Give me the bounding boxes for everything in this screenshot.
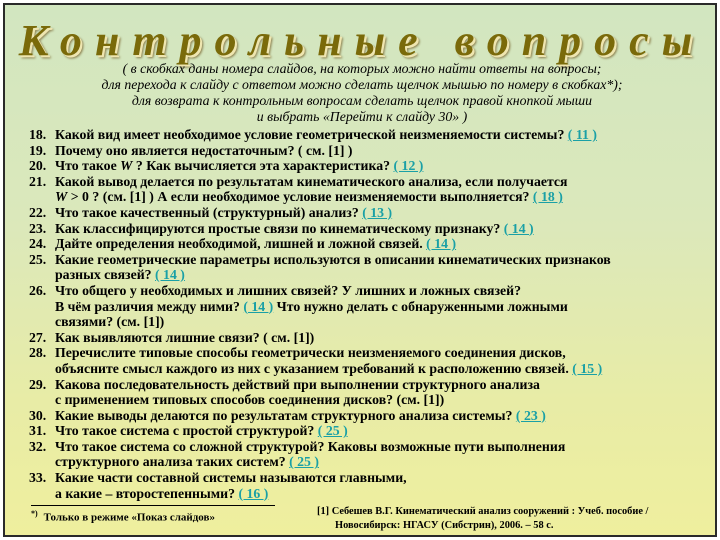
question-line (55, 423, 709, 439)
footnote-mark: *) (31, 509, 38, 518)
question-text (55, 330, 709, 346)
question-segment: Что такое качественный (структурный) анализ? (55, 204, 363, 220)
question-segment: Почему оно является недостаточным? ( см. [1] ) (55, 142, 353, 158)
question-text (55, 221, 709, 237)
question-text (55, 470, 709, 501)
question-line (55, 283, 709, 299)
question-segment: Как выявляются лишние связи? ( см. [1]) (55, 329, 315, 345)
question-number: 18. (29, 127, 47, 142)
slide-link[interactable]: ( 14 ) (503, 220, 534, 236)
question-segment: Перечислите типовые способы геометрически неизменяемого соединения дисков, (55, 345, 566, 361)
question-item (29, 174, 709, 205)
question-segment: Какова последовательность действий при выполнении структурного анализа (55, 376, 540, 392)
question-line (55, 330, 709, 346)
question-text (55, 143, 709, 159)
question-line (55, 127, 709, 143)
question-line (55, 189, 709, 205)
question-item (29, 158, 709, 174)
question-number: 29. (29, 376, 47, 392)
intro-note (15, 61, 709, 125)
slide (3, 3, 717, 537)
question-segment: с применением типовых способов соединения дисков? (см. [1]) (55, 392, 445, 408)
question-item (29, 205, 709, 221)
question-number: 28. (29, 345, 47, 361)
question-item (29, 330, 709, 346)
question-text (55, 345, 709, 376)
question-number: 33. (29, 470, 47, 486)
question-list (29, 127, 709, 501)
slide-title: Контрольные вопросы (18, 16, 706, 65)
question-text (55, 252, 709, 283)
question-line (55, 486, 709, 502)
question-item (29, 127, 709, 143)
question-text (55, 158, 709, 174)
intro-line: и выбрать «Перейти к слайду 30» ) (256, 109, 468, 124)
intro-line: для перехода к слайду с ответом можно сделать щелчок мышью по номеру в скобках*); (101, 77, 623, 92)
question-number: 19. (29, 142, 47, 158)
question-segment: В чём различия между ними? (55, 298, 244, 314)
question-segment: Что нужно делать с обнаруженными ложными (273, 298, 568, 314)
variable-symbol: W (120, 158, 133, 174)
question-line (55, 299, 709, 315)
question-item (29, 283, 709, 330)
variable-symbol: W (55, 189, 68, 205)
question-segment: Какие выводы делаются по результатам структурного анализа системы? (55, 407, 516, 423)
slide-link[interactable]: ( 11 ) (567, 127, 597, 142)
question-line (55, 236, 709, 252)
question-segment: Что такое система с простой структурой? (55, 423, 318, 439)
question-text (55, 174, 709, 205)
slide-link[interactable]: ( 25 ) (317, 423, 348, 439)
question-segment: Какие геометрические параметры используются в описании кинематических признаков (55, 251, 611, 267)
reference-line: Новосибирск: НГАСУ (Сибстрин), 2006. – 58 с. (335, 520, 554, 531)
question-item (29, 377, 709, 408)
question-line (55, 314, 709, 330)
question-text (55, 439, 709, 470)
question-item (29, 345, 709, 376)
question-segment: Как классифицируются простые связи по кинематическому признаку? (55, 220, 504, 236)
slide-link[interactable]: ( 13 ) (362, 204, 393, 220)
question-number: 32. (29, 438, 47, 454)
question-item (29, 423, 709, 439)
slide-link[interactable]: ( 14 ) (155, 267, 185, 283)
question-segment: ? Как вычисляется эта характеристика? (132, 158, 394, 174)
question-item (29, 252, 709, 283)
question-item (29, 143, 709, 159)
question-number: 24. (29, 236, 47, 252)
question-segment: а какие – второстепенными? (55, 485, 239, 501)
slide-link[interactable]: ( 12 ) (393, 158, 424, 174)
intro-line: ( в скобках даны номера слайдов, на которых можно найти ответы на вопросы; (122, 61, 602, 76)
question-segment: структурного анализа таких систем? (55, 454, 290, 470)
question-segment: > 0 ? (см. [1] ) А если необходимое условие неизменяемости выполняется? (67, 189, 533, 205)
question-line (55, 205, 709, 221)
question-number: 27. (29, 329, 47, 345)
question-item (29, 221, 709, 237)
question-segment: Какой вид имеет необходимое условие геометрической неизменяемости системы? (55, 127, 568, 142)
question-line (55, 361, 709, 377)
question-number: 25. (29, 251, 47, 267)
question-line (55, 408, 709, 424)
question-segment: Что общего у необходимых и лишних связей? У лишних и ложных связей? (55, 282, 522, 298)
slide-link[interactable]: ( 16 ) (238, 485, 269, 501)
question-line (55, 392, 709, 408)
question-line (55, 143, 709, 159)
question-segment: связями? (см. [1]) (55, 314, 165, 330)
intro-line: для возврата к контрольным вопросам сделать щелчок правой кнопкой мыши (131, 93, 593, 108)
question-number: 22. (29, 204, 47, 220)
slide-link[interactable]: ( 23 ) (515, 407, 546, 423)
question-number: 21. (29, 173, 47, 189)
question-line (55, 174, 709, 190)
question-line (55, 377, 709, 393)
question-segment: Какие части составной системы называются главными, (55, 470, 407, 486)
question-line (55, 267, 709, 283)
question-segment: Что такое (55, 158, 121, 174)
slide-link[interactable]: ( 18 ) (532, 189, 563, 205)
footnote (31, 509, 215, 524)
slide-link[interactable]: ( 14 ) (426, 236, 457, 252)
slide-link[interactable]: ( 25 ) (289, 454, 319, 470)
question-line (55, 221, 709, 237)
question-segment: Какой вывод делается по результатам кинематического анализа, если получается (55, 173, 568, 189)
question-line (55, 345, 709, 361)
question-segment: объясните смысл каждого из них с указанием требований к расположению связей. (55, 360, 573, 376)
slide-link[interactable]: ( 14 ) (243, 298, 274, 314)
question-number: 26. (29, 282, 47, 298)
question-text (55, 205, 709, 221)
question-line (55, 470, 709, 486)
question-item (29, 439, 709, 470)
question-item (29, 470, 709, 501)
question-line (55, 252, 709, 268)
question-text (55, 423, 709, 439)
slide-link[interactable]: ( 15 ) (572, 360, 603, 376)
question-item (29, 236, 709, 252)
footnote-text: Только в режиме «Показ слайдов» (43, 511, 215, 524)
question-number: 31. (29, 423, 47, 439)
question-segment: Что такое система со сложной структурой? Каковы возможные пути выполнения (55, 438, 566, 454)
question-segment: разных связей? (55, 267, 156, 283)
question-segment: Дайте определения необходимой, лишней и ложной связей. (55, 236, 427, 252)
question-text (55, 283, 709, 330)
question-line (55, 158, 709, 174)
question-text (55, 236, 709, 252)
question-item (29, 408, 709, 424)
question-number: 20. (29, 158, 47, 174)
question-line (55, 439, 709, 455)
footnote-divider (31, 505, 275, 506)
question-line (55, 454, 709, 470)
question-number: 30. (29, 407, 47, 423)
question-text (55, 127, 709, 143)
question-text (55, 377, 709, 408)
reference-line: [1] Себешев В.Г. Кинематический анализ сооружений : Учеб. пособие / (317, 506, 649, 517)
question-number: 23. (29, 220, 47, 236)
bibliography-reference (317, 505, 717, 533)
question-text (55, 408, 709, 424)
